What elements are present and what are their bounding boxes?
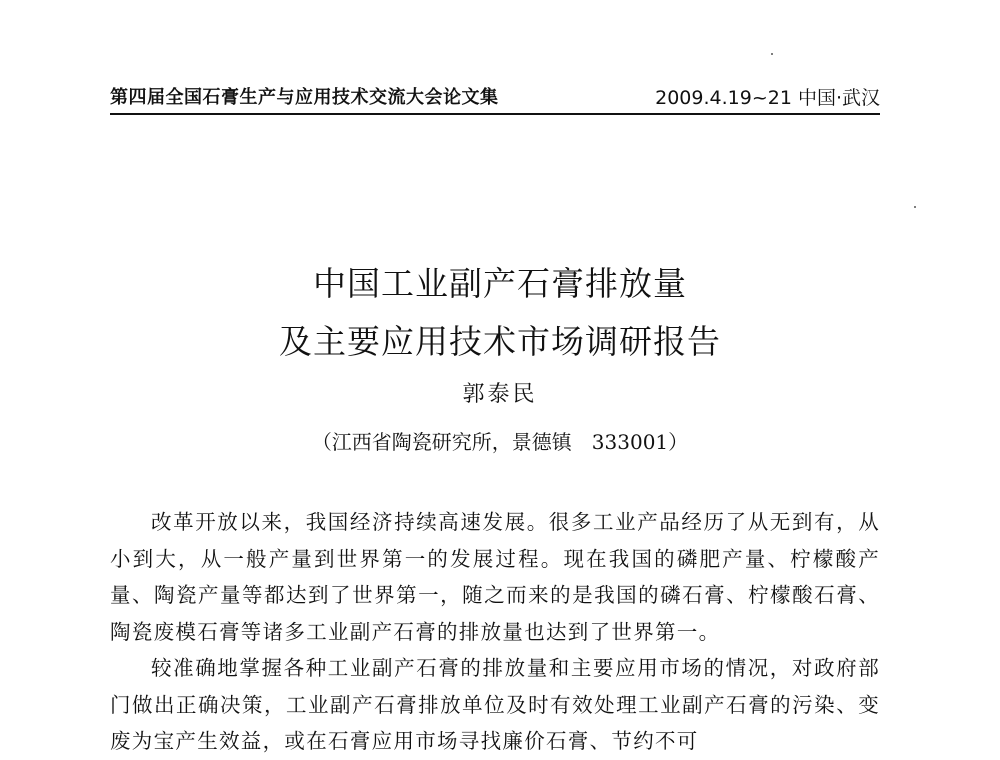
author-name: 郭泰民 — [462, 382, 538, 407]
scan-speck — [914, 206, 916, 208]
proceedings-title: 第四届全国石膏生产与应用技术交流大会论文集 — [110, 87, 499, 108]
body-text — [110, 504, 880, 760]
article-title-line-2: 及主要应用技术市场调研报告 — [279, 322, 721, 361]
running-header — [110, 84, 880, 112]
body-paragraph-1: 改革开放以来，我国经济持续高速发展。很多工业产品经历了从无到有，从小到大，从一般产量到世界第一的发展过程。现在我国的磷肥产量、柠檬酸产量、陶瓷产量等都达到了世界第一，随之而来的是我国的磷石膏、柠檬酸石膏、陶瓷废模石膏等诸多工业副产石膏的排放量也达到了世界第一。 — [110, 510, 880, 644]
author-affiliation: （江西省陶瓷研究所，景德镇 333001） — [311, 430, 689, 454]
scan-speck — [771, 53, 773, 55]
body-paragraph-2: 较准确地掌握各种工业副产石膏的排放量和主要应用市场的情况，对政府部门做出正确决策，工业副产石膏排放单位及时有效处理工业副产石膏的污染、变废为宝产生效益，或在石膏应用市场寻找廉价石膏、节约不可 — [110, 656, 880, 753]
header-rule — [110, 113, 880, 115]
article-title-line-1: 中国工业副产石膏排放量 — [313, 264, 687, 303]
conference-date-place: 2009.4.19~21 中国·武汉 — [655, 87, 880, 109]
